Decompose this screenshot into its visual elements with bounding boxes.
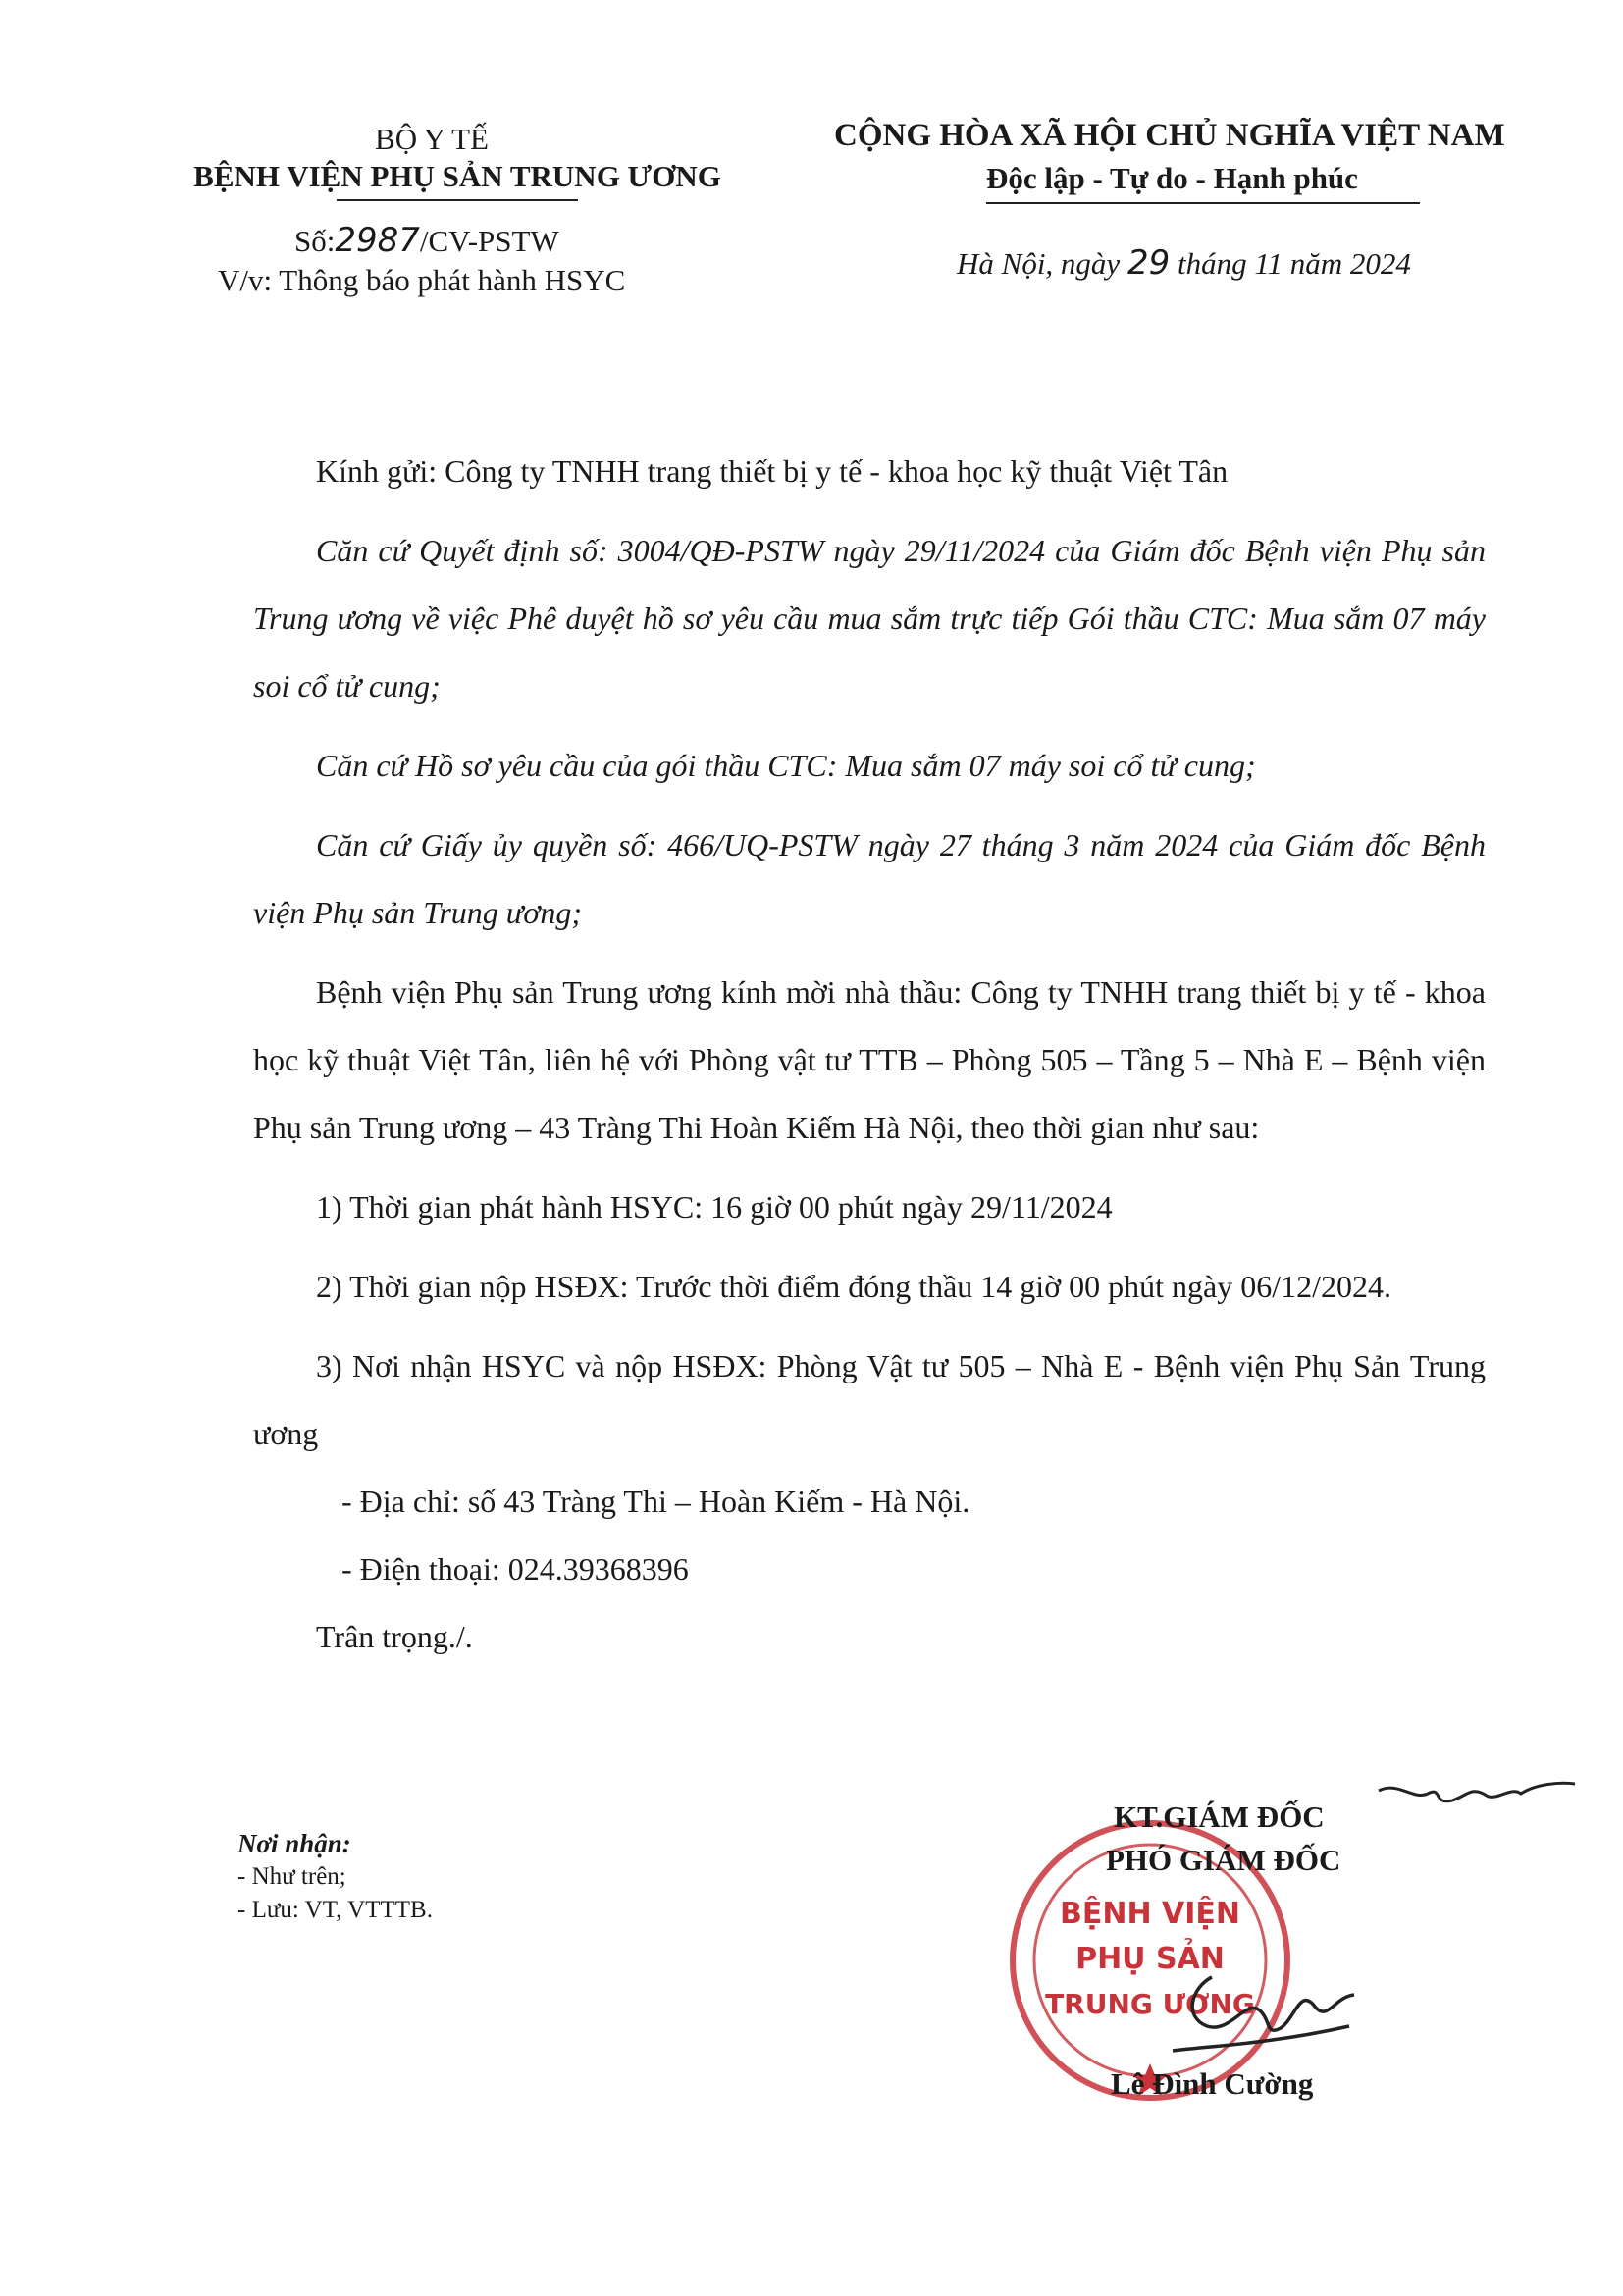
document-number-suffix: /CV-PSTW — [419, 224, 559, 258]
signature-title-1: KT.GIÁM ĐỐC — [1114, 1800, 1325, 1834]
date-day-handwritten: 29 — [1126, 243, 1171, 283]
signer-name: Lê Đình Cường — [1111, 2066, 1314, 2101]
recipients-label: Nơi nhận: — [237, 1829, 351, 1858]
recipient-line: Kính gửi: Công ty TNHH trang thiết bị y tế - khoa học kỹ thuật Việt Tân — [316, 453, 1229, 489]
document-number-handwritten: 2987 — [335, 221, 420, 260]
date-prefix: Hà Nội, ngày — [957, 246, 1127, 281]
country-name: CỘNG HÒA XÃ HỘI CHỦ NGHĨA VIỆT NAM — [834, 118, 1505, 153]
motto-underline — [986, 202, 1420, 204]
recipient-item: - Như trên; — [237, 1863, 346, 1890]
document-date — [957, 243, 1411, 283]
item-submission-time: 2) Thời gian nộp HSĐX: Trước thời điểm đóng thầu 14 giờ 00 phút ngày 06/12/2024. — [316, 1269, 1391, 1304]
letter-body — [253, 438, 1486, 1671]
stamp-line-2: PHỤ SẢN — [1075, 1942, 1225, 1976]
phone-line: - Điện thoại: 024.39368396 — [341, 1551, 689, 1587]
document-number — [294, 221, 559, 260]
legal-basis-2: Căn cứ Hồ sơ yêu cầu của gói thầu CTC: Mua sắm 07 máy soi cổ tử cung; — [316, 748, 1256, 783]
initials-scrawl — [1374, 1766, 1580, 1825]
hospital-name: BỆNH VIỆN PHỤ SẢN TRUNG ƯƠNG — [193, 159, 721, 193]
hospital-name-underline — [337, 199, 578, 201]
ministry-name: BỘ Y TẾ — [375, 122, 489, 156]
document-number-prefix: Số: — [294, 224, 336, 258]
recipients-block — [237, 1827, 433, 1927]
legal-basis-1: Căn cứ Quyết định số: 3004/QĐ-PSTW ngày 29/11/2024 của Giám đốc Bệnh viện Phụ sản Trung ương về việc Phê duyệt hồ sơ yêu cầu mua sắm trực tiếp Gói thầu CTC: Mua sắm 07 máy soi cổ tử cung; — [253, 533, 1486, 704]
document-subject: V/v: Thông báo phát hành HSYC — [218, 263, 626, 297]
item-release-time: 1) Thời gian phát hành HSYC: 16 giờ 00 phút ngày 29/11/2024 — [316, 1189, 1113, 1225]
item-location: 3) Nơi nhận HSYC và nộp HSĐX: Phòng Vật tư 505 – Nhà E - Bệnh viện Phụ Sản Trung ương — [253, 1348, 1486, 1451]
stamp-line-1: BỆNH VIỆN — [1060, 1897, 1240, 1931]
closing-line: Trân trọng./. — [316, 1619, 473, 1654]
stamp-line-3: TRUNG ƯƠNG — [1045, 1988, 1255, 2020]
handwritten-signature — [1153, 1957, 1408, 2065]
legal-basis-3: Căn cứ Giấy ủy quyền số: 466/UQ-PSTW ngày 27 tháng 3 năm 2024 của Giám đốc Bệnh viện Phụ sản Trung ương; — [253, 827, 1486, 930]
national-motto: Độc lập - Tự do - Hạnh phúc — [986, 161, 1358, 195]
signature-title-2: PHÓ GIÁM ĐỐC — [1106, 1843, 1341, 1877]
address-line: - Địa chỉ: số 43 Tràng Thi – Hoàn Kiếm - Hà Nội. — [341, 1484, 970, 1519]
recipient-item: - Lưu: VT, VTTTB. — [237, 1897, 433, 1923]
date-suffix: tháng 11 năm 2024 — [1170, 246, 1411, 281]
invitation-paragraph: Bệnh viện Phụ sản Trung ương kính mời nhà thầu: Công ty TNHH trang thiết bị y tế - khoa học kỹ thuật Việt Tân, liên hệ với Phòng vật tư TTB – Phòng 505 – Tầng 5 – Nhà E – Bệnh viện Phụ sản Trung ương – 43 Tràng Thi Hoàn Kiếm Hà Nội, theo thời gian như sau: — [253, 974, 1486, 1145]
